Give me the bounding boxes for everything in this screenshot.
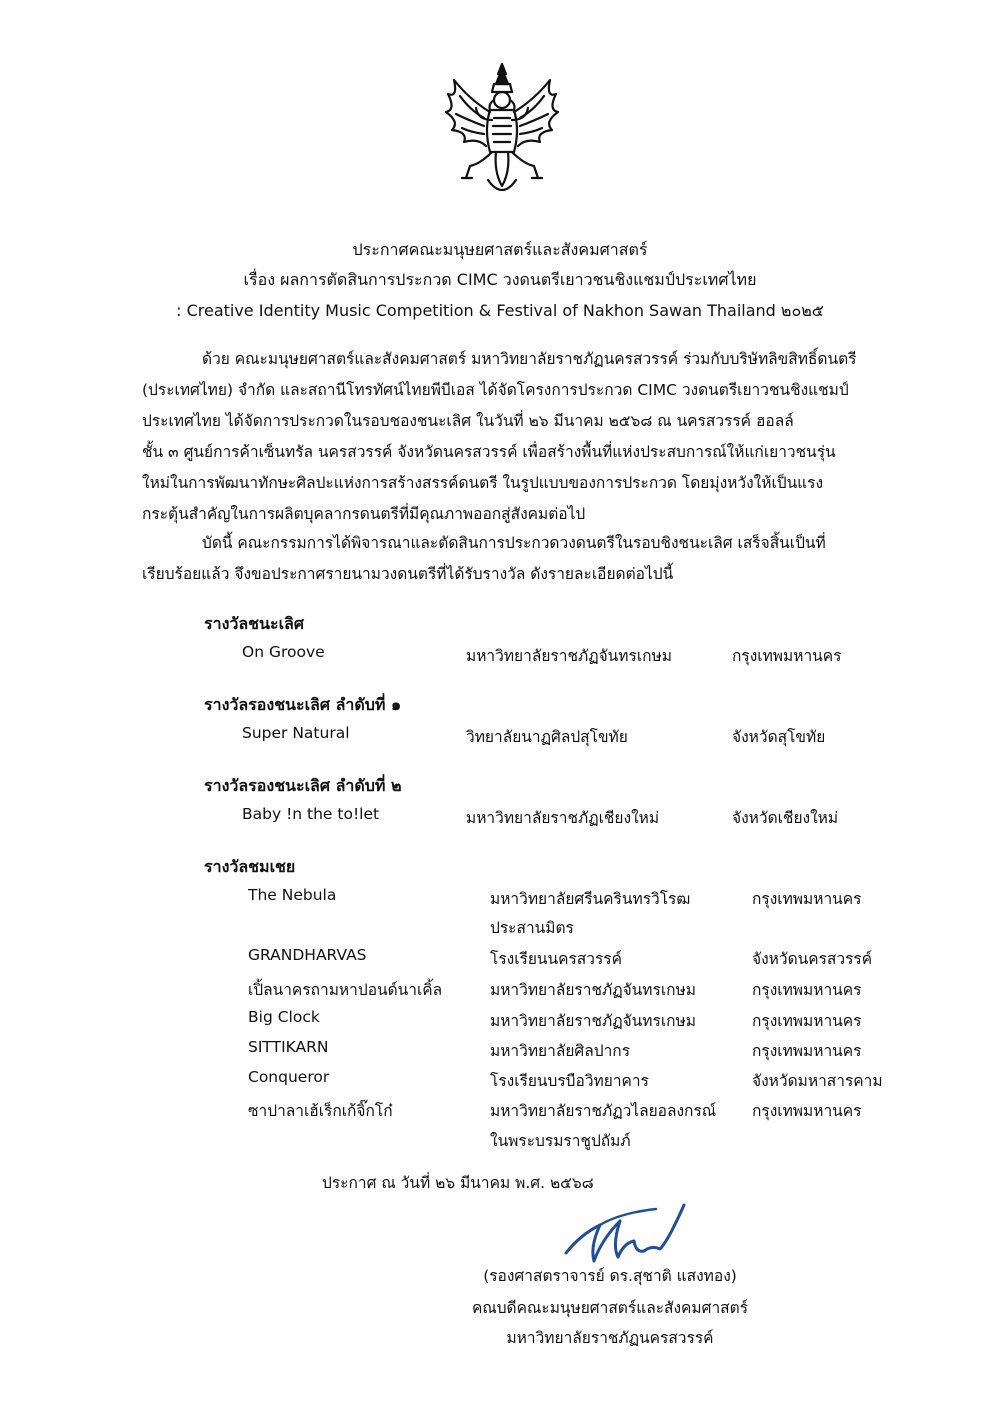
institution-name: มหาวิทยาลัยศรีนครินทรวิโรฒ — [490, 890, 691, 908]
province-name: จังหวัดสุโขทัย — [732, 728, 826, 746]
award-title-first-runner-up: รางวัลรองชนะเลิศ ลำดับที่ ๑ — [204, 695, 402, 714]
signatory-name: (รองศาสตราจารย์ ดร.สุชาติ แสงทอง) — [483, 1267, 737, 1285]
institution-name: มหาวิทยาลัยราชภัฏจันทรเกษม — [466, 647, 672, 665]
institution-name: โรงเรียนบรบือวิทยาคาร — [490, 1072, 649, 1090]
band-name: Conqueror — [248, 1068, 330, 1086]
paragraph-line: บัดนี้ คณะกรรมการได้พิจารณาและตัดสินการประกวดวงดนตรีในรอบชิงชนะเลิศ เสร็จสิ้นเป็นที่ — [202, 534, 826, 552]
award-title-winner: รางวัลชนะเลิศ — [204, 614, 304, 633]
province-name: จังหวัดนครสวรรค์ — [752, 950, 873, 968]
province-name: กรุงเทพมหานคร — [752, 890, 862, 908]
band-name: เปิ้ลนาครถามหาปอนด์นาเคิ้ล — [248, 981, 443, 999]
band-name: Big Clock — [248, 1008, 320, 1026]
institution-name-continued: ประสานมิตร — [490, 919, 574, 937]
paragraph-line: ด้วย คณะมนุษยศาสตร์และสังคมศาสตร์ มหาวิทยาลัยราชภัฏนครสวรรค์ ร่วมกับบริษัทลิขสิทธิ์ดนตรี — [202, 350, 857, 368]
institution-name: มหาวิทยาลัยราชภัฏจันทรเกษม — [490, 1012, 696, 1030]
paragraph-line: กระตุ้นสำคัญในการผลิตบุคลากรดนตรีที่มีคุณภาพออกสู่สังคมต่อไป — [142, 505, 586, 523]
institution-name: มหาวิทยาลัยราชภัฏเชียงใหม่ — [466, 809, 660, 827]
paragraph-line: เรียบร้อยแล้ว จึงขอประกาศรายนามวงดนตรีที่ได้รับรางวัล ดังรายละเอียดต่อไปนี้ — [142, 565, 674, 583]
band-name: GRANDHARVAS — [248, 946, 367, 964]
institution-name-continued: ในพระบรมราชูปถัมภ์ — [490, 1132, 631, 1150]
intro-paragraph — [142, 344, 902, 530]
institution-name: มหาวิทยาลัยราชภัฏวไลยอลงกรณ์ — [490, 1102, 717, 1120]
institution-name: มหาวิทยาลัยศิลปากร — [490, 1042, 631, 1060]
band-name: Baby !n the to!let — [242, 805, 380, 823]
paragraph-line: ใหม่ในการพัฒนาทักษะศิลปะแห่งการสร้างสรรค์ดนตรี ในรูปแบบของการประกวด โดยมุ่งหวังให้เป็นแรง — [142, 474, 824, 492]
announcement-subject: เรื่อง ผลการตัดสินการประกวด CIMC วงดนตรีเยาวชนชิงแชมป์ประเทศไทย — [243, 270, 757, 289]
band-name: SITTIKARN — [248, 1038, 329, 1056]
paragraph-line: (ประเทศไทย) จำกัด และสถานีโทรทัศน์ไทยพีบีเอส ได้จัดโครงการประกวด CIMC วงดนตรีเยาวชนชิงแชมป์ — [142, 381, 849, 399]
garuda-emblem-icon — [440, 60, 565, 205]
announcement-heading: ประกาศคณะมนุษยศาสตร์และสังคมศาสตร์ — [352, 240, 648, 259]
paragraph-line: ชั้น ๓ ศูนย์การค้าเซ็นทรัล นครสวรรค์ จังหวัดนครสวรรค์ เพื่อสร้างพื้นที่แห่งประสบการณ์ให้แก่เยาวชนรุ่น — [142, 443, 836, 461]
province-name: จังหวัดมหาสารคาม — [752, 1072, 883, 1090]
paragraph-line: ประเทศไทย ได้จัดการประกวดในรอบชองชนะเลิศ ในวันที่ ๒๖ มีนาคม ๒๕๖๘ ณ นครสวรรค์ ฮอลล์ — [142, 412, 794, 430]
province-name: จังหวัดเชียงใหม่ — [732, 809, 839, 827]
province-name: กรุงเทพมหานคร — [752, 1042, 862, 1060]
award-title-honorable: รางวัลชมเชย — [204, 857, 296, 876]
announcement-date: ประกาศ ณ วันที่ ๒๖ มีนาคม พ.ศ. ๒๕๖๘ — [322, 1174, 594, 1192]
band-name: The Nebula — [248, 886, 337, 904]
award-title-second-runner-up: รางวัลรองชนะเลิศ ลำดับที่ ๒ — [204, 776, 402, 795]
institution-name: โรงเรียนนครสวรรค์ — [490, 950, 622, 968]
institution-name: วิทยาลัยนาฏศิลปสุโขทัย — [466, 728, 628, 746]
band-name: On Groove — [242, 643, 325, 661]
signature-icon — [560, 1195, 690, 1270]
band-name: Super Natural — [242, 724, 350, 742]
province-name: กรุงเทพมหานคร — [732, 647, 842, 665]
announcement-subject-english: : Creative Identity Music Competition & Festival of Nakhon Sawan Thailand ๒๐๒๕ — [176, 301, 824, 320]
signatory-position: คณบดีคณะมนุษยศาสตร์และสังคมศาสตร์ — [471, 1299, 749, 1317]
province-name: กรุงเทพมหานคร — [752, 1012, 862, 1030]
signatory-institution: มหาวิทยาลัยราชภัฏนครสวรรค์ — [506, 1329, 714, 1347]
province-name: กรุงเทพมหานคร — [752, 1102, 862, 1120]
result-paragraph — [142, 528, 902, 590]
institution-name: มหาวิทยาลัยราชภัฏจันทรเกษม — [490, 981, 696, 999]
band-name: ซาปาลาเฮ้เร็กเก้จิ๊กโก๋ — [248, 1102, 393, 1120]
province-name: กรุงเทพมหานคร — [752, 981, 862, 999]
